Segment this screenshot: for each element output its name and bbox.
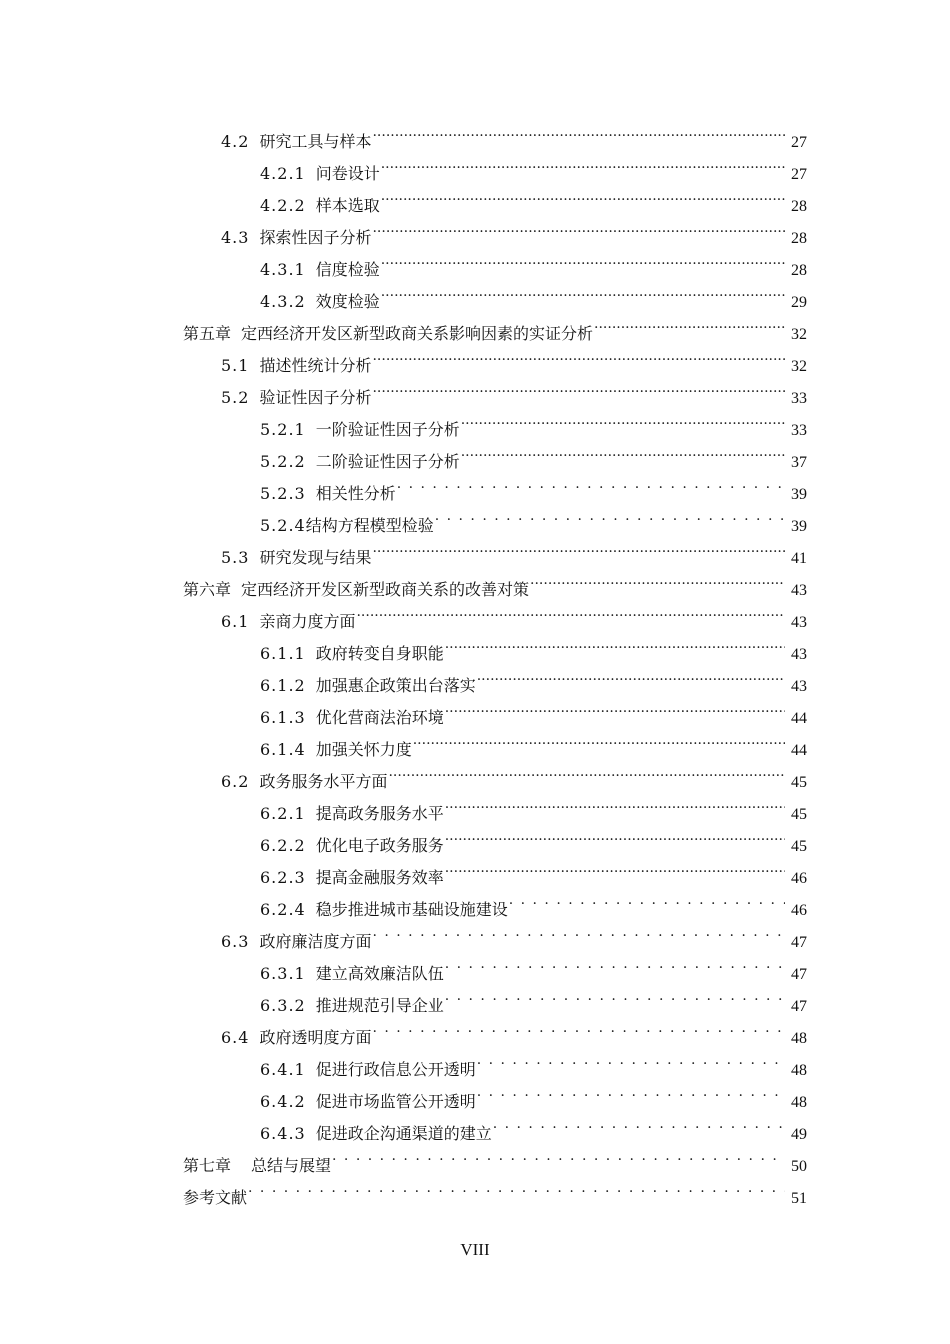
toc-entry-number: 4.3 bbox=[221, 228, 250, 247]
toc-entry-page: 46 bbox=[791, 870, 807, 887]
toc-entry-page: 39 bbox=[791, 486, 807, 503]
toc-entry-page: 50 bbox=[791, 1158, 807, 1175]
toc-entry-number: 6.4.3 bbox=[260, 1124, 306, 1143]
page-number-footer: VIII bbox=[460, 1240, 490, 1259]
toc-entry-number: 5.1 bbox=[221, 356, 250, 375]
dot-leader bbox=[381, 275, 785, 307]
toc-entry-title: 一阶验证性因子分析 bbox=[315, 420, 460, 439]
toc-entry-number: 4.3.2 bbox=[260, 292, 306, 311]
toc-entry-page: 45 bbox=[791, 838, 807, 855]
dot-leader bbox=[372, 115, 785, 147]
toc-entry-title: 探索性因子分析 bbox=[259, 228, 372, 247]
dot-leader bbox=[445, 787, 785, 819]
toc-entry-title: 优化营商法治环境 bbox=[315, 708, 444, 727]
toc-entry-page: 27 bbox=[791, 134, 807, 151]
toc-entry[interactable] bbox=[183, 115, 807, 151]
toc-entry-number: 6.2.3 bbox=[260, 868, 306, 887]
dot-leader bbox=[332, 1139, 785, 1171]
toc-entry-page: 43 bbox=[791, 614, 807, 631]
toc-entry-title: 促进政企沟通渠道的建立 bbox=[315, 1124, 492, 1143]
dot-leader bbox=[397, 467, 785, 499]
dot-leader bbox=[493, 1107, 785, 1139]
toc-entry-title: 信度检验 bbox=[315, 260, 380, 279]
toc-entry-page: 44 bbox=[791, 710, 807, 727]
toc-entry-page: 45 bbox=[791, 774, 807, 791]
toc-entry-number: 6.3 bbox=[221, 932, 250, 951]
toc-entry-number: 6.2 bbox=[221, 772, 250, 791]
dot-leader bbox=[356, 595, 785, 627]
toc-entry-title: 结构方程模型检验 bbox=[305, 516, 434, 535]
dot-leader bbox=[372, 211, 785, 243]
toc-entry-number: 6.2.2 bbox=[260, 836, 306, 855]
toc-entry-title: 优化电子政务服务 bbox=[315, 836, 444, 855]
dot-leader bbox=[477, 1043, 785, 1075]
toc-entry-page: 49 bbox=[791, 1126, 807, 1143]
toc-entry-number: 5.3 bbox=[221, 548, 250, 567]
dot-leader bbox=[381, 243, 785, 275]
toc-entry-title: 促进行政信息公开透明 bbox=[315, 1060, 476, 1079]
toc-entry-page: 32 bbox=[791, 358, 807, 375]
table-of-contents bbox=[183, 115, 807, 1207]
toc-entry-number: 6.4.1 bbox=[260, 1060, 306, 1079]
toc-entry-number: 6.4 bbox=[221, 1028, 250, 1047]
dot-leader bbox=[372, 531, 785, 563]
toc-entry-title: 促进市场监管公开透明 bbox=[315, 1092, 476, 1111]
toc-entry-title: 二阶验证性因子分析 bbox=[315, 452, 460, 471]
dot-leader bbox=[461, 435, 785, 467]
dot-leader bbox=[445, 627, 785, 659]
toc-entry-title: 问卷设计 bbox=[315, 164, 380, 183]
dot-leader bbox=[435, 499, 785, 531]
dot-leader bbox=[530, 563, 785, 595]
toc-entry-number: 6.3.1 bbox=[260, 964, 306, 983]
toc-entry-page: 47 bbox=[791, 934, 807, 951]
toc-entry-number: 6.1.1 bbox=[260, 644, 306, 663]
toc-entry-page: 29 bbox=[791, 294, 807, 311]
toc-entry-page: 41 bbox=[791, 550, 807, 567]
toc-entry-number: 5.2.2 bbox=[260, 452, 306, 471]
dot-leader bbox=[509, 883, 785, 915]
toc-entry-page: 43 bbox=[791, 678, 807, 695]
toc-entry-title: 参考文献 bbox=[183, 1188, 248, 1207]
dot-leader bbox=[372, 371, 785, 403]
toc-entry-page: 43 bbox=[791, 582, 807, 599]
dot-leader bbox=[477, 1075, 785, 1107]
toc-entry-page: 32 bbox=[791, 326, 807, 343]
dot-leader bbox=[388, 755, 785, 787]
toc-entry-title: 政府转变自身职能 bbox=[315, 644, 444, 663]
dot-leader bbox=[445, 947, 785, 979]
toc-entry-title: 加强惠企政策出台落实 bbox=[315, 676, 476, 695]
dot-leader bbox=[381, 179, 785, 211]
toc-entry-number: 第七章 bbox=[183, 1156, 232, 1175]
dot-leader bbox=[445, 691, 785, 723]
toc-entry-number: 5.2.3 bbox=[260, 484, 306, 503]
toc-entry-number: 6.1.4 bbox=[260, 740, 306, 759]
toc-entry-page: 27 bbox=[791, 166, 807, 183]
toc-entry-title: 相关性分析 bbox=[315, 484, 396, 503]
toc-entry-title: 研究工具与样本 bbox=[259, 132, 372, 151]
toc-entry-page: 39 bbox=[791, 518, 807, 535]
toc-entry-number: 4.3.1 bbox=[260, 260, 306, 279]
toc-entry-page: 51 bbox=[791, 1190, 807, 1207]
toc-entry-title: 研究发现与结果 bbox=[259, 548, 372, 567]
toc-entry-page: 33 bbox=[791, 422, 807, 439]
toc-entry-number: 5.2.4 bbox=[260, 516, 306, 535]
toc-entry-title: 总结与展望 bbox=[251, 1156, 332, 1175]
toc-entry-title: 验证性因子分析 bbox=[259, 388, 372, 407]
toc-entry-title: 建立高效廉洁队伍 bbox=[315, 964, 444, 983]
toc-entry-title: 政府廉洁度方面 bbox=[259, 932, 372, 951]
toc-entry-number: 6.3.2 bbox=[260, 996, 306, 1015]
toc-entry-number: 6.4.2 bbox=[260, 1092, 306, 1111]
toc-entry-title: 样本选取 bbox=[315, 196, 380, 215]
toc-entry-number: 5.2.1 bbox=[260, 420, 306, 439]
toc-entry-page: 44 bbox=[791, 742, 807, 759]
dot-leader bbox=[477, 659, 785, 691]
toc-entry-page: 28 bbox=[791, 198, 807, 215]
toc-entry-title: 定西经济开发区新型政商关系影响因素的实证分析 bbox=[241, 324, 594, 343]
toc-entry-number: 6.2.1 bbox=[260, 804, 306, 823]
toc-entry-number: 4.2.1 bbox=[260, 164, 306, 183]
dot-leader bbox=[248, 1171, 785, 1203]
toc-entry-title: 提高金融服务效率 bbox=[315, 868, 444, 887]
toc-entry-number: 4.2.2 bbox=[260, 196, 306, 215]
toc-entry-title: 描述性统计分析 bbox=[259, 356, 372, 375]
toc-entry-page: 37 bbox=[791, 454, 807, 471]
toc-entry-title: 推进规范引导企业 bbox=[315, 996, 444, 1015]
dot-leader bbox=[372, 339, 785, 371]
toc-entry-page: 47 bbox=[791, 998, 807, 1015]
toc-entry-page: 43 bbox=[791, 646, 807, 663]
toc-entry-number: 5.2 bbox=[221, 388, 250, 407]
dot-leader bbox=[372, 915, 785, 947]
toc-entry-number: 第五章 bbox=[183, 324, 232, 343]
dot-leader bbox=[445, 819, 785, 851]
toc-entry-title: 提高政务服务水平 bbox=[315, 804, 444, 823]
toc-entry-number: 4.2 bbox=[221, 132, 250, 151]
dot-leader bbox=[413, 723, 785, 755]
dot-leader bbox=[445, 979, 785, 1011]
toc-entry-title: 亲商力度方面 bbox=[259, 612, 356, 631]
toc-entry-title: 定西经济开发区新型政商关系的改善对策 bbox=[241, 580, 530, 599]
toc-entry-page: 28 bbox=[791, 262, 807, 279]
toc-entry-page: 28 bbox=[791, 230, 807, 247]
toc-entry-page: 48 bbox=[791, 1062, 807, 1079]
toc-entry-page: 48 bbox=[791, 1094, 807, 1111]
toc-entry-page: 47 bbox=[791, 966, 807, 983]
toc-entry-number: 6.2.4 bbox=[260, 900, 306, 919]
toc-entry-title: 政务服务水平方面 bbox=[259, 772, 388, 791]
dot-leader bbox=[372, 1011, 785, 1043]
toc-entry-number: 6.1.3 bbox=[260, 708, 306, 727]
toc-entry-page: 33 bbox=[791, 390, 807, 407]
toc-entry-page: 45 bbox=[791, 806, 807, 823]
toc-entry-title: 效度检验 bbox=[315, 292, 380, 311]
toc-entry-title: 稳步推进城市基础设施建设 bbox=[315, 900, 508, 919]
toc-chapter-entry[interactable] bbox=[183, 1171, 807, 1207]
dot-leader bbox=[445, 851, 785, 883]
toc-entry-title: 加强关怀力度 bbox=[315, 740, 412, 759]
dot-leader bbox=[594, 307, 785, 339]
toc-entry-page: 46 bbox=[791, 902, 807, 919]
toc-entry-page: 48 bbox=[791, 1030, 807, 1047]
toc-entry-number: 6.1.2 bbox=[260, 676, 306, 695]
toc-entry-title: 政府透明度方面 bbox=[259, 1028, 372, 1047]
toc-entry-number: 第六章 bbox=[183, 580, 232, 599]
toc-entry-number: 6.1 bbox=[221, 612, 250, 631]
dot-leader bbox=[461, 403, 785, 435]
dot-leader bbox=[381, 147, 785, 179]
